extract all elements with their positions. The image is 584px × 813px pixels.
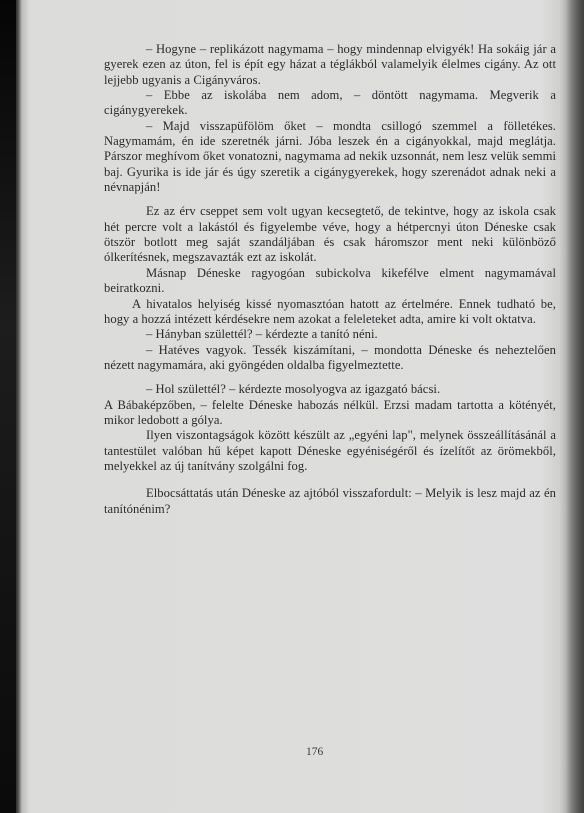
paragraph: Elbocsáttatás után Déneske az ajtóból visszafordult: – Melyik is lesz majd az én tanítónénim? <box>104 486 556 516</box>
body-text <box>104 42 556 517</box>
paragraph: – Hogyne – replikázott nagymama – hogy mindennap elvigyék! Ha sokáig jár a gyerek ezen az úton, fel is épít egy házat a téglákból valamelyik élelmes cigány. Az ott lejjebb ugyanis a Cigányváros. <box>104 42 556 87</box>
paragraph: Másnap Déneske ragyogóan subickolva kikefélve elment nagymamával beiratkozni. <box>104 265 556 296</box>
page-edge-shadow <box>566 0 584 813</box>
paragraph: – Hol születtél? – kérdezte mosolyogva az igazgató bácsi. <box>146 382 441 397</box>
paragraph: A Bábaképzőben, – felelte Déneske habozás nélkül. Erzsi madam tartotta a kötényét, mikor ledobott a gólya. <box>104 397 556 427</box>
book-spine-shadow <box>0 0 16 813</box>
paragraph: – Ebbe az iskolába nem adom, – döntött nagymama. Megverik a cigánygyerekek. <box>104 88 556 118</box>
paragraph: Ilyen viszontagságok között készült az „egyéni lap", melynek összeállításánál a tantestület valóban hű képet kapott Déneske egyéniségéről és ízelítőt az örömekből, melyekkel az új tanítvány szolgálni fog. <box>104 428 556 473</box>
paragraph: A hivatalos helyiség kissé nyomasztóan hatott az értelmére. Ennek tudható be, hogy a hozzá intézett kérdésekre nem azokat a feleleteket adta, amire ki volt oktatva. <box>104 296 556 326</box>
paragraph: – Majd visszapüfölöm őket – mondta csillogó szemmel a fölletékes. Nagymamám, én ide szeretnék járni. Jóba leszek én a cigányokkal, majd meglátja. Párszor meghívom őket vonatozni, nagymama ad nekik uzsonnát, nem lesz velük semmi baj. Gyurika is ide jár és úgy szeretik a cigánygyerekek, hogy szerenádot adnak neki a névnapján! <box>104 118 556 195</box>
paragraph: – Hatéves vagyok. Tessék kiszámítani, – mondotta Déneske és neheztelően nézett nagymamára, aki gyöngéden oldalba figyelmeztette. <box>104 342 556 372</box>
page-number: 176 <box>306 746 324 758</box>
paragraph: Ez az érv cseppet sem volt ugyan kecsegtető, de tekintve, hogy az iskola csak hét percre volt a lakástól és figyelembe véve, hogy a hétpercnyi úton Déneske csak ötször botlott meg saját szandáljában és csak háromszor ment neki különböző ólkerítésnek, megszavazták ezt az iskolát. <box>104 204 556 265</box>
paragraph: – Hányban születtél? – kérdezte a tanító néni. <box>146 327 378 342</box>
